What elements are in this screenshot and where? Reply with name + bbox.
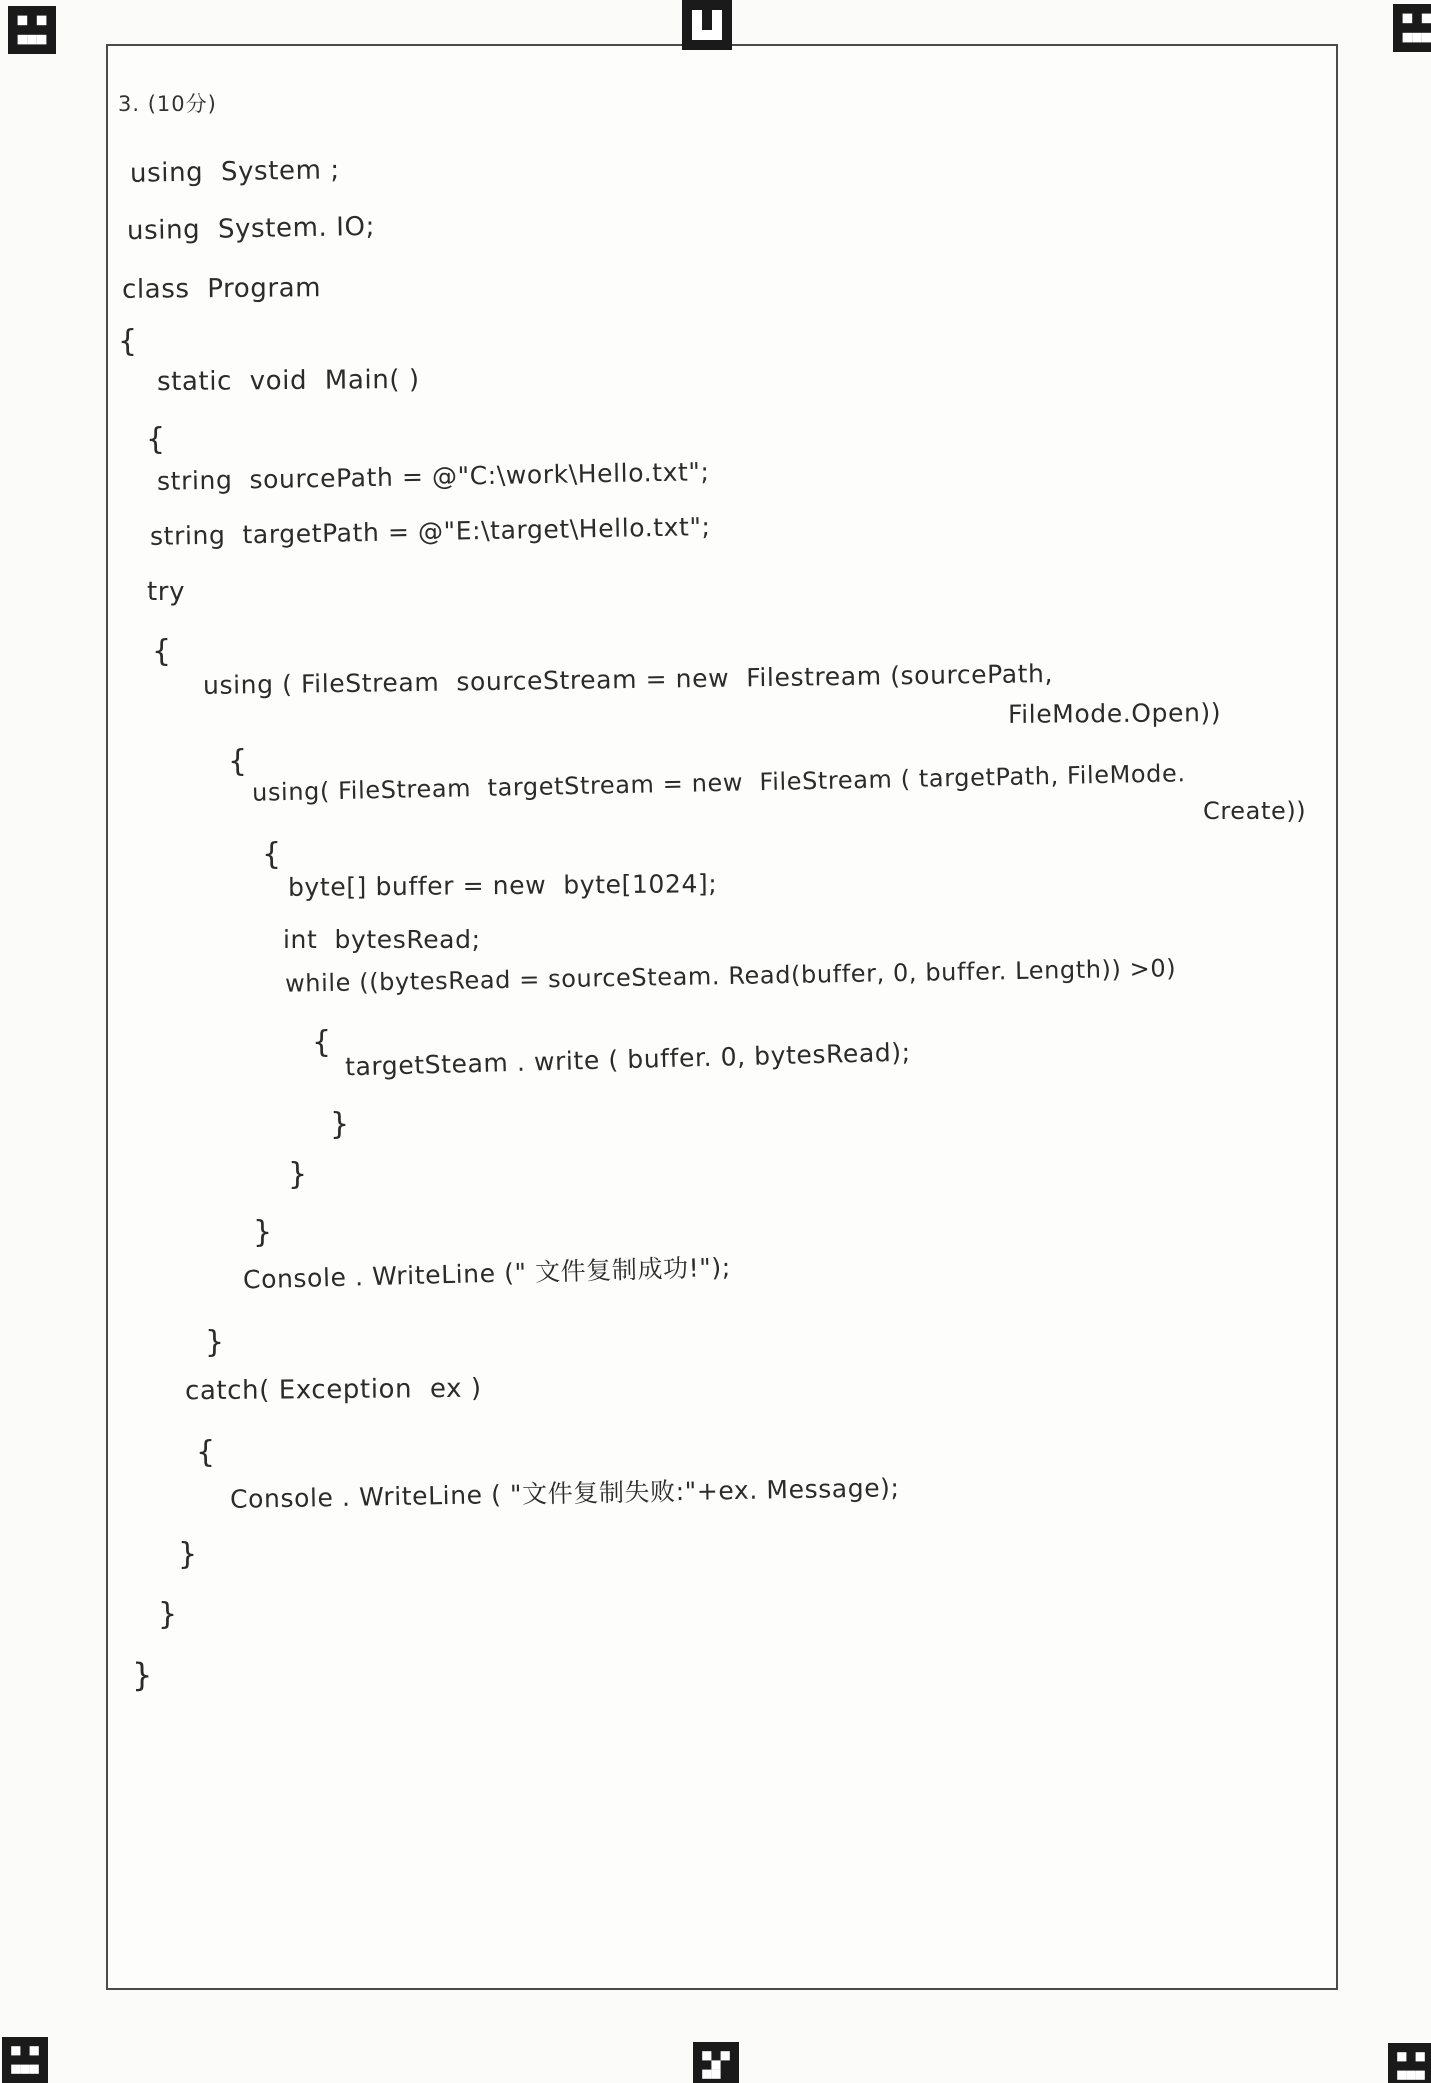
handwritten-code-line: } [205, 1325, 225, 1360]
handwritten-code-line: Create)) [1203, 797, 1307, 825]
handwritten-code-line: using System ; [129, 155, 340, 189]
handwritten-code-line: { [228, 744, 248, 779]
fiducial-marker-bottom-right [1388, 2043, 1431, 2083]
handwritten-code-line: string targetPath = @"E:\target\Hello.txt"; [149, 512, 711, 551]
handwritten-code-line: using System. IO; [126, 211, 376, 247]
fiducial-marker-top-center [682, 0, 732, 50]
handwritten-code-line: using ( FileStream sourceStream = new Filestream (sourcePath, [202, 659, 1054, 700]
handwritten-code-line: } [288, 1157, 308, 1192]
handwritten-code-line: Console . WriteLine (" 文件复制成功!"); [242, 1252, 732, 1295]
handwritten-code-line: try [147, 577, 186, 607]
fiducial-marker-top-right [1393, 4, 1431, 52]
handwritten-code-line: FileMode.Open)) [1007, 698, 1222, 729]
handwritten-code-line: } [253, 1215, 273, 1250]
answer-sheet-frame [106, 44, 1338, 1990]
handwritten-code-line: byte[] buffer = new byte[1024]; [287, 869, 718, 902]
handwritten-code-line: int bytesRead; [283, 925, 481, 954]
handwritten-code-line: } [178, 1537, 198, 1572]
handwritten-code-line: using( FileStream targetStream = new FileStream ( targetPath, FileMode. [251, 759, 1186, 807]
handwritten-code-line: while ((bytesRead = sourceSteam. Read(buffer, 0, buffer. Length)) >0) [284, 954, 1177, 998]
fiducial-marker-top-left [8, 6, 56, 54]
handwritten-code-line: catch( Exception ex ) [184, 1373, 482, 1407]
handwritten-code-line: { [152, 634, 172, 669]
handwritten-code-line: { [196, 1435, 216, 1470]
fiducial-marker-bottom-left [2, 2037, 48, 2083]
handwritten-code-line: static void Main( ) [156, 364, 420, 398]
handwritten-code-line: string sourcePath = @"C:\work\Hello.txt"; [156, 457, 710, 496]
handwritten-code-line: } [132, 1656, 153, 1694]
handwritten-code-line: { [146, 422, 166, 457]
handwritten-code-line: { [118, 324, 138, 359]
handwritten-code-line: class Program [121, 273, 322, 305]
handwritten-code-line: } [158, 1597, 178, 1632]
question-number: 3. (10分) [118, 92, 217, 116]
handwritten-code-line: } [330, 1107, 350, 1142]
handwritten-code-line: { [262, 837, 282, 872]
fiducial-marker-bottom-center [693, 2042, 739, 2083]
handwritten-code-line: Console . WriteLine ( "文件复制失败:"+ex. Message); [229, 1473, 900, 1514]
handwritten-code-line: targetSteam . write ( buffer. 0, bytesRead); [344, 1037, 911, 1082]
handwritten-code-line: { [312, 1025, 332, 1060]
